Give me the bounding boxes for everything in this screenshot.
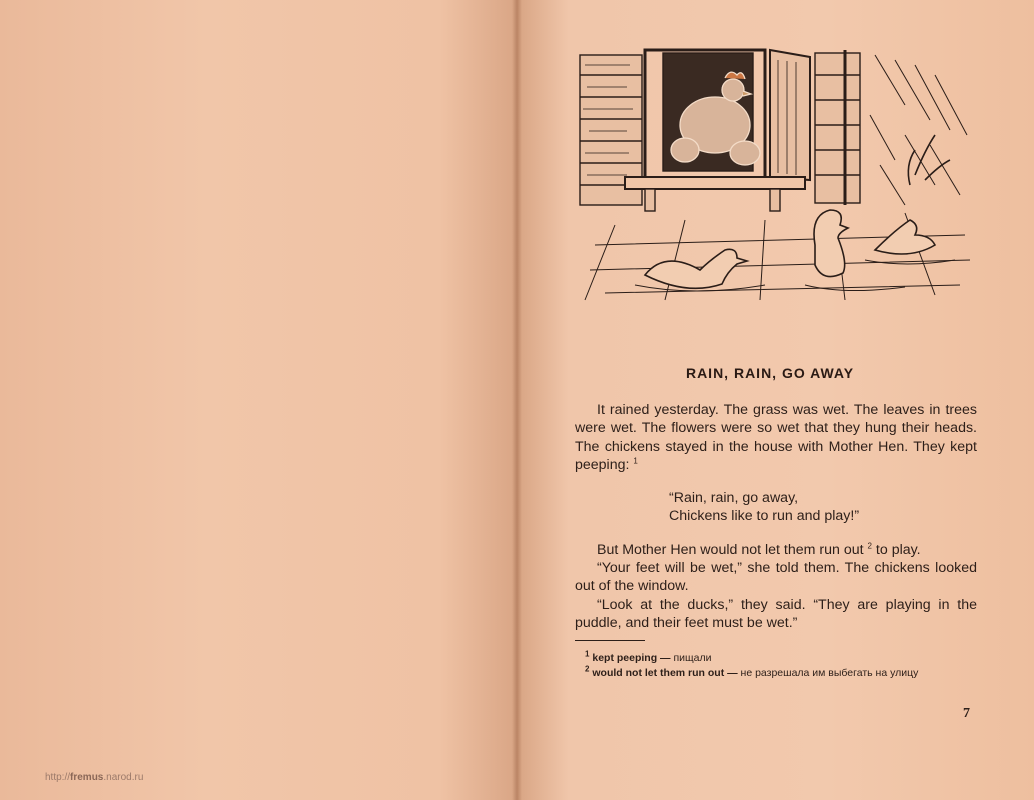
book-gutter (512, 0, 522, 800)
paragraph-2-text-after: to play. (875, 541, 921, 558)
footnotes (575, 651, 977, 681)
paragraph-4: “Look at the ducks,” they said. “They are playing in the puddle, and their feet must be wet.” (575, 596, 977, 631)
footnote-1-mark: 1 (585, 649, 590, 659)
rhyme-verse (669, 489, 977, 526)
watermark-prefix: http:// (45, 772, 71, 783)
footnote-2-translation: не разрешала им выбегать на улицу (740, 667, 919, 679)
footnote-2-mark: 2 (585, 664, 590, 674)
footnote-mark-1: 1 (633, 456, 638, 466)
chickens-ducks-illustration (575, 45, 975, 310)
footnote-rule (575, 640, 645, 641)
site-watermark (45, 772, 143, 783)
verse-line-2: Chickens like to run and play!” (669, 508, 860, 525)
watermark-suffix: .narod.ru (103, 772, 144, 783)
footnote-1-term: kept peeping — (592, 652, 671, 664)
story-text (575, 401, 977, 632)
paragraph-2-text-before: But Mother Hen would not let them run out (597, 541, 864, 558)
page-number: 7 (963, 706, 970, 721)
watermark-domain: fremus (70, 772, 104, 783)
footnote-1 (575, 651, 977, 666)
story-title: RAIN, RAIN, GO AWAY (685, 365, 855, 381)
paragraph-1-text: It rained yesterday. The grass was wet. The leaves in trees were wet. The flowers were so wet that they hung their heads. The chickens stayed in the house with Mother Hen. They kept peeping: (575, 402, 977, 473)
paragraph-2 (575, 541, 977, 559)
footnote-1-translation: пищали (673, 652, 712, 664)
footnote-mark-2: 2 (867, 541, 872, 551)
footnote-2-term: would not let them run out — (592, 667, 738, 679)
verse-line-1: “Rain, rain, go away, (669, 490, 799, 507)
paragraph-3: “Your feet will be wet,” she told them. The chickens looked out of the window. (575, 560, 977, 595)
footnote-2 (575, 666, 977, 681)
paragraph-1 (575, 401, 977, 474)
